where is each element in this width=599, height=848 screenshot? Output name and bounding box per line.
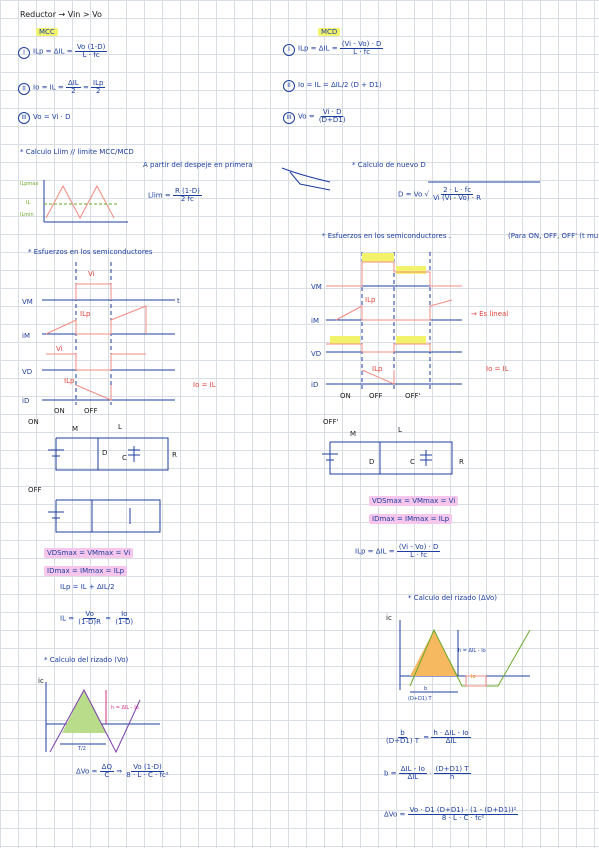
esf-left-label-vi: Vi [88, 270, 95, 278]
circuit-right-m: M [350, 430, 357, 438]
esf-left-row-im: iM [22, 332, 30, 340]
esf-right-row-im: iM [311, 317, 319, 325]
esf-right-phase-offp: OFF' [405, 392, 421, 400]
esf-left-label-ilp: ILp [80, 310, 91, 318]
esf-right-label-ilp2: ILp [372, 365, 383, 373]
esf-right-label-ilp: ILp [365, 296, 376, 304]
mcc-eq1: I ILp = ΔIL = $\frac{Vo (1-D)}{L \cdot fc}$ [18, 44, 107, 59]
esf-left-label-ilp2: ILp [64, 377, 75, 385]
stress-left-idmax: IDmax = IMmax = ILp [44, 568, 127, 575]
circuit-right [322, 442, 452, 474]
esf-right-offp-label: OFF' [323, 418, 339, 426]
stress-left-vdmax: VDSmax = VMmax = Vi [44, 550, 133, 557]
circuit-right-r: R [459, 458, 464, 466]
esf-right-row-id: iD [311, 381, 319, 389]
esf-right-note: Io = IL [486, 365, 509, 373]
ripple-right-ic: ic [386, 614, 392, 622]
ripple-right-b-formula: b = $\frac{\text{ΔIL - Io}}{\text{ΔIL}}$ · $\frac{(D+D1) T}{h}$ [384, 765, 469, 781]
duty-formula: D = Vo √ $\frac{2 \cdot L \cdot fc}{Vi (Vi - Vo) \cdot R}$ [398, 186, 482, 202]
limit-graph-ilmin: ILmin [20, 212, 34, 218]
esf-right-phase-off: OFF [369, 392, 383, 400]
circuit-on-r: R [172, 451, 177, 459]
esf-right-phase-on: ON [340, 392, 351, 400]
mcd-eq2: II Io = IL = ΔIL/2 (D + D1) [283, 80, 382, 92]
circuit-right-d: D [369, 458, 375, 466]
esf-left-label-vi2: Vi [56, 345, 63, 353]
limit-graph [44, 180, 128, 222]
duty-heading: * Calculo de nuevo D [352, 161, 426, 169]
right-waveforms [326, 252, 462, 390]
numeral-i: I [18, 47, 30, 59]
ripple-left-graph [46, 682, 160, 752]
circuit-on-label: ON [28, 418, 39, 426]
mcd-eq1: I ILp = ΔIL = $\frac{(Vi - Vo) \cdot D}{L \cdot fc}$ [283, 41, 383, 56]
ripple-left-dvo: ΔVo = $\frac{\Delta Q}{C}$ ⇒ $\frac{Vo (1-D)}{\text{8 · L · C · fc²}}$ [76, 763, 169, 779]
circuit-off-label: OFF [28, 486, 42, 494]
mcd-label: MCD [318, 29, 340, 36]
limit-graph-il: IL [26, 200, 31, 206]
esf-left-row-id: iD [22, 397, 30, 405]
esf-right-row-vm: VM [311, 283, 322, 291]
esf-left-phase-off: OFF [84, 407, 98, 415]
esf-left-t-label: t [177, 297, 180, 305]
circuit-on [48, 438, 168, 470]
ripple-right-dvo: ΔVo = $\frac{\text{Vo · D1 (D+D1) · (1 - (D+D1))²}}{\text{8 · L · C · fc²}}$ [384, 806, 517, 822]
stress-right-vdmax: VDSmax = VMmax = Vi [369, 498, 458, 505]
ripple-left-heading: * Calculo del rizado (Vo) [44, 656, 129, 664]
circuit-on-m: M [72, 425, 79, 433]
circuit-on-d: D [102, 449, 108, 457]
stress-left-ilp: ILp = IL + ΔIL/2 [60, 583, 115, 591]
ripple-left-ic: ic [38, 677, 44, 685]
numeral-iii: III [18, 112, 30, 124]
esf-right-heading: * Esfuerzos en los semiconductores . [322, 232, 451, 240]
circuit-on-c: C [122, 454, 127, 462]
circuit-right-l: L [398, 426, 402, 434]
ripple-left-h: h = ΔIL - Io [111, 705, 139, 711]
ripple-right-heading: * Calculo del rizado (ΔVo) [408, 594, 498, 602]
stress-right-ilp: ILp = ΔIL = $\frac{(Vi - Vo) \cdot D}{L \cdot fc}$ [355, 543, 439, 559]
limit-formula: Llim = $\frac{R (1-D)}{2 fc}$ [148, 187, 200, 203]
ripple-right-h: h = ΔIL - Io [458, 648, 486, 654]
numeral-ii: II [18, 83, 30, 95]
circuit-off [48, 500, 160, 532]
esf-left-phase-on: ON [54, 407, 65, 415]
circuit-on-l: L [118, 423, 122, 431]
circuit-right-c: C [410, 458, 415, 466]
mcc-eq3: III Vo = Vi · D [18, 112, 71, 124]
ripple-right-graph [400, 620, 530, 692]
esf-right-row-vd: VD [311, 350, 322, 358]
stress-right-idmax: IDmax = IMmax = ILp [369, 516, 452, 523]
mcd-eq3: III Vo = $\frac{Vi \cdot D}{(D+D1)}$ [283, 109, 347, 124]
ripple-right-prop: $\frac{b}{(D+D1) T}$ = $\frac{\text{h · ΔIL - Io}}{\text{ΔIL}}$ [386, 729, 469, 745]
left-waveforms [42, 262, 175, 405]
ripple-left-t: T/2 [78, 746, 86, 752]
mcc-eq2: II Io = IL = $\frac{\text{ΔIL}}{2}$ = $\frac{\text{ILp}}{2}$ [18, 80, 105, 95]
ripple-right-b: b [424, 686, 428, 692]
limit-note: A partir del despeje en primera [143, 161, 253, 169]
stress-left-il: IL = $\frac{Vo}{(1-D)R}$ = $\frac{Io}{(1-D)}$ [60, 610, 134, 626]
esf-left-note: Io = IL [193, 381, 216, 389]
esf-right-aside: (Para ON, OFF, OFF' (t mu [508, 232, 599, 240]
ripple-right-base: (D+D1) T [408, 696, 432, 702]
limit-graph-ilpmax: ILpmax [20, 181, 39, 187]
limit-heading: * Calculo Llim // limite MCC/MCD [20, 148, 134, 156]
esf-left-row-vm: VM [22, 298, 33, 306]
mcc-label: MCC [36, 29, 58, 36]
esf-left-heading: * Esfuerzos en los semiconductores [28, 248, 153, 256]
page-title: Reductor → Vin > Vo [20, 10, 102, 19]
esf-right-lineal: → Es lineal [471, 310, 509, 318]
ripple-right-io: Io [471, 674, 476, 680]
esf-left-row-vd: VD [22, 368, 33, 376]
